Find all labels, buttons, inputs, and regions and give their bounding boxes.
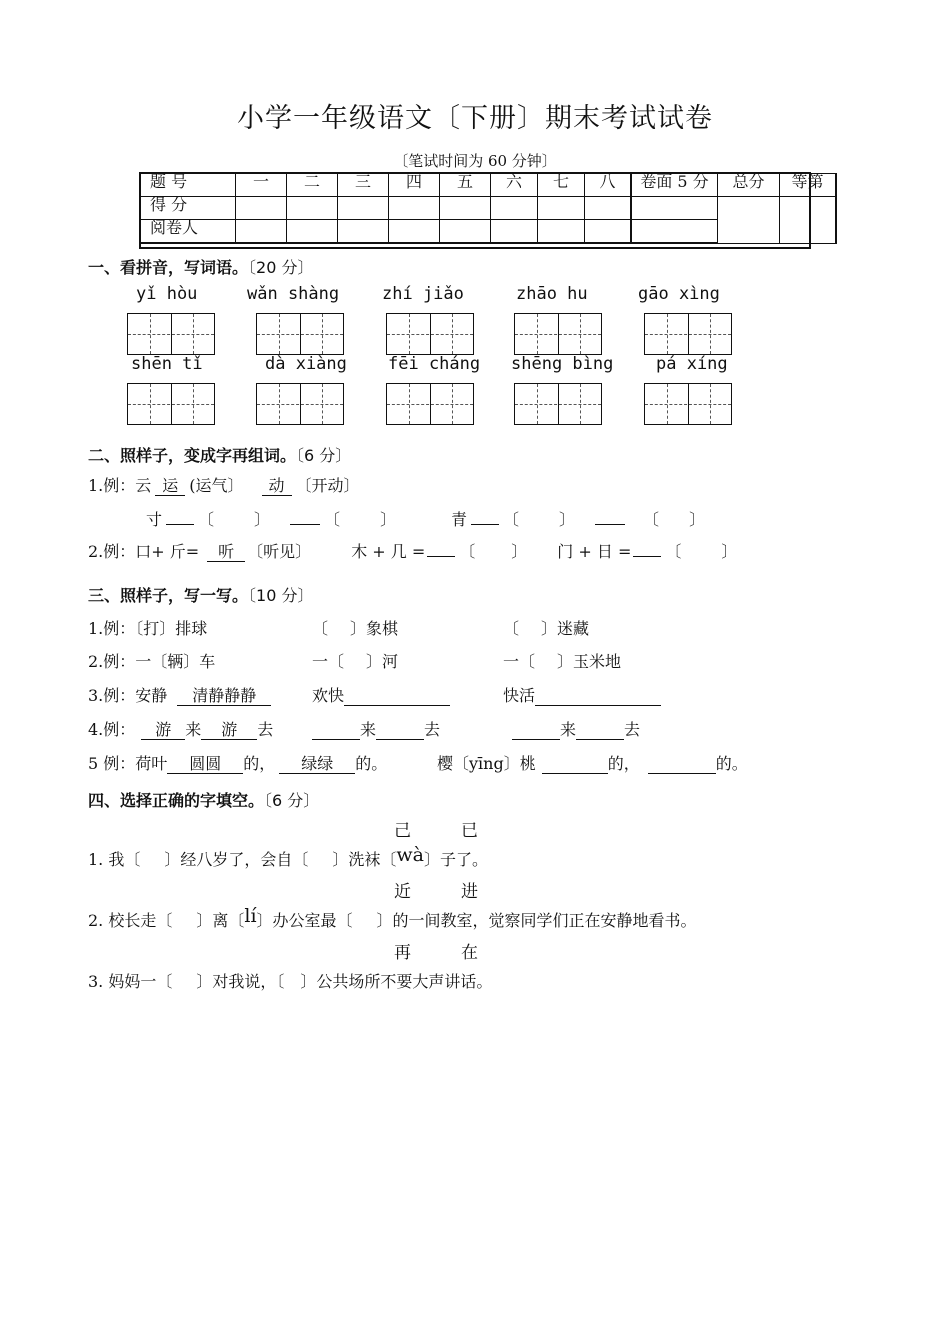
text: 〔 — [324, 510, 341, 529]
text: 〕办公室最〔 — [256, 911, 353, 930]
answer-blank: 绿绿 — [279, 755, 355, 774]
text: 3.例：安静 — [88, 686, 168, 705]
section-4-title: 四、选择正确的字填空。 — [88, 791, 265, 810]
reviewer-input-cell[interactable] — [389, 220, 440, 244]
pinyin-label: zhí jiǎo — [382, 284, 464, 304]
score-table — [139, 173, 837, 244]
text: 〕 — [689, 510, 706, 529]
s3-line-1-q1 — [312, 616, 398, 639]
text: 的。 — [355, 754, 388, 773]
text: 〔开动〕 — [295, 476, 360, 495]
score-cell: 四 — [389, 174, 440, 197]
pinyin-label: yǐ hòu — [136, 284, 198, 304]
text: 门 + 日 = — [557, 542, 632, 561]
answer-blank[interactable] — [290, 524, 320, 525]
section-4-points: 〔6 分〕 — [264, 791, 320, 810]
text: 木 + 几 = — [351, 542, 426, 561]
s3-line-3 — [88, 683, 271, 706]
answer-blank[interactable] — [595, 524, 625, 525]
text: 〕 — [511, 542, 528, 561]
text: 〕经八岁了，会自〔 — [164, 850, 309, 869]
s2-question-1 — [146, 507, 396, 530]
writing-grid[interactable] — [386, 313, 474, 355]
pinyin-label: wǎn shàng — [247, 284, 340, 304]
reviewer-input-cell[interactable] — [585, 220, 632, 244]
s3-line-2-q1 — [312, 649, 398, 672]
pinyin-label: fēi cháng — [388, 354, 481, 374]
section-3-heading — [88, 583, 313, 606]
text: 〔 — [503, 510, 520, 529]
text: 一〔 — [312, 652, 345, 671]
text: (运气〕 — [189, 476, 244, 495]
score-cell: 三 — [338, 174, 389, 197]
text: 来 — [560, 720, 577, 739]
text: 〔 — [312, 619, 329, 638]
choice-option: 己 — [394, 821, 411, 841]
reviewer-input-cell[interactable] — [338, 220, 389, 244]
text: 去 — [424, 720, 441, 739]
reviewer-input-cell[interactable] — [538, 220, 585, 244]
answer-blank: 圆圆 — [167, 755, 243, 774]
reviewer-input-cell[interactable] — [631, 220, 718, 244]
answer-blank[interactable] — [344, 687, 450, 706]
section-3-title: 三、照样子，写一写。 — [88, 586, 249, 605]
score-cell: 等第 — [780, 174, 837, 197]
score-input-cell[interactable] — [287, 197, 338, 220]
text: 去 — [624, 720, 641, 739]
choice-option: 进 — [461, 882, 478, 902]
exam-duration: 〔笔试时间为 60 分钟〕 — [393, 152, 557, 170]
answer-blank[interactable] — [512, 721, 560, 740]
text: 〕离〔 — [196, 911, 245, 930]
score-cell: 七 — [538, 174, 585, 197]
text: 〕洗袜〔 — [332, 850, 397, 869]
answer-blank[interactable] — [471, 524, 499, 525]
score-input-cell[interactable] — [538, 197, 585, 220]
text: 〕河 — [366, 652, 399, 671]
answer-blank[interactable] — [166, 524, 194, 525]
section-2-points: 〔6 分〕 — [296, 446, 352, 465]
text: 〕的一间教室，觉察同学们正在安静地看书。 — [376, 911, 697, 930]
text: 樱〔yīng〕桃 — [437, 754, 536, 773]
score-input-cell[interactable] — [440, 197, 491, 220]
text: 2. 校长走〔 — [88, 911, 173, 930]
score-cell: 二 — [287, 174, 338, 197]
text: 的。 — [715, 754, 748, 773]
answer-blank[interactable] — [633, 556, 661, 557]
writing-grid[interactable] — [644, 383, 732, 425]
writing-grid[interactable] — [127, 383, 215, 425]
text: 〕对我说，〔 — [196, 972, 285, 991]
pinyin-label: dà xiàng — [265, 354, 347, 374]
answer-blank: 听 — [207, 543, 245, 562]
answer-blank[interactable] — [427, 556, 455, 557]
score-input-cell[interactable] — [631, 197, 718, 220]
section-1-points: 〔20 分〕 — [248, 258, 314, 277]
text: 5 例：荷叶 — [88, 754, 168, 773]
answer-blank: 运 — [155, 477, 185, 496]
answer-blank[interactable] — [535, 687, 661, 706]
pinyin-label: shēn tǐ — [131, 354, 203, 374]
text: 〕玉米地 — [557, 652, 622, 671]
s3-line-2 — [88, 649, 215, 672]
s3-line-3-q2 — [503, 683, 661, 706]
text: 〔听见〕 — [247, 542, 312, 561]
grade-cell[interactable] — [780, 197, 837, 244]
text: 〕 — [559, 510, 576, 529]
text: 快活 — [503, 686, 536, 705]
text: 去 — [257, 720, 274, 739]
answer-blank[interactable] — [576, 721, 624, 740]
score-cell: 总分 — [718, 174, 780, 197]
page-title: 小学一年级语文〔下册〕期末考试试卷 — [237, 103, 713, 134]
section-2-title: 二、照样子，变成字再组词。 — [88, 446, 297, 465]
s2-question-2 — [451, 507, 705, 530]
pinyin-label: shēng bìng — [511, 354, 614, 374]
score-cell: 五 — [440, 174, 491, 197]
text: 〔 — [643, 510, 660, 529]
writing-grid[interactable] — [386, 383, 474, 425]
text: 〔 — [198, 510, 215, 529]
score-input-cell[interactable] — [338, 197, 389, 220]
s4-question-3 — [88, 969, 492, 992]
choice-option: 已 — [461, 821, 478, 841]
reviewer-input-cell[interactable] — [491, 220, 538, 244]
score-input-cell[interactable] — [389, 197, 440, 220]
section-4-heading — [88, 788, 319, 811]
s3-line-4 — [88, 717, 273, 740]
text: 〕迷藏 — [541, 619, 590, 638]
reviewer-input-cell[interactable] — [236, 220, 287, 244]
choice-option: 再 — [394, 943, 411, 963]
score-cell: 六 — [491, 174, 538, 197]
text: 一〔 — [503, 652, 536, 671]
answer-blank[interactable] — [648, 755, 716, 774]
text: 1.例：云 — [88, 476, 152, 495]
s2-example-1 — [88, 473, 360, 496]
text: 2.例：口+ 斤= — [88, 542, 200, 561]
text: 的， — [607, 754, 640, 773]
text: 欢快 — [312, 686, 345, 705]
section-1-heading — [88, 255, 313, 278]
writing-grid[interactable] — [514, 313, 602, 355]
s3-line-5 — [88, 751, 387, 774]
text: 1.例：〔打〕排球 — [88, 619, 208, 638]
score-input-cell[interactable] — [585, 197, 632, 220]
section-1-title: 一、看拼音，写词语。 — [88, 258, 249, 277]
answer-blank[interactable] — [542, 755, 608, 774]
section-3-points: 〔10 分〕 — [248, 586, 314, 605]
text: 1. 我〔 — [88, 850, 141, 869]
s3-line-4-q2 — [512, 717, 640, 740]
writing-grid[interactable] — [644, 313, 732, 355]
text: 〔 — [503, 619, 520, 638]
text: 4.例： — [88, 720, 136, 739]
pinyin-label: gāo xìng — [638, 284, 720, 304]
total-score-cell[interactable] — [718, 197, 780, 244]
s3-line-3-q1 — [312, 683, 450, 706]
text: 〔 — [459, 542, 476, 561]
text: 〕 — [254, 510, 271, 529]
answer-blank: 游 — [141, 721, 185, 740]
text: 青 — [451, 510, 468, 529]
score-table-header-row — [140, 174, 837, 197]
score-cell: 题 号 — [140, 174, 236, 197]
score-table-score-row — [140, 197, 837, 220]
pinyin-label: zhāo hu — [516, 284, 588, 304]
text: 〕 — [721, 542, 738, 561]
pinyin-label: pá xíng — [656, 354, 728, 374]
s3-line-4-q1 — [312, 717, 440, 740]
score-cell: 八 — [585, 174, 632, 197]
score-row-label: 得 分 — [140, 197, 236, 220]
text: 的， — [243, 754, 276, 773]
answer-blank[interactable] — [376, 721, 424, 740]
s2-example-2 — [88, 539, 737, 562]
pinyin-hint: wà — [396, 844, 424, 866]
text: 〔 — [665, 542, 682, 561]
text: 3. 妈妈一〔 — [88, 972, 173, 991]
writing-grid[interactable] — [514, 383, 602, 425]
pinyin-hint: lí — [244, 905, 257, 927]
s3-line-1 — [88, 616, 207, 639]
s4-question-1 — [88, 844, 488, 870]
reviewer-input-cell[interactable] — [287, 220, 338, 244]
s3-line-5-q — [437, 751, 748, 774]
text: 〕象棋 — [350, 619, 399, 638]
text: 〕子了。 — [423, 850, 488, 869]
text: 来 — [185, 720, 202, 739]
score-cell: 卷面 5 分 — [631, 174, 718, 197]
text: 〕 — [380, 510, 397, 529]
s3-line-2-q2 — [503, 649, 621, 672]
answer-blank: 清静静静 — [177, 687, 271, 706]
text: 来 — [360, 720, 377, 739]
text: 〕公共场所不要大声讲话。 — [300, 972, 493, 991]
answer-blank: 游 — [201, 721, 257, 740]
s3-line-1-q2 — [503, 616, 589, 639]
section-2-heading — [88, 443, 351, 466]
text: 2.例：一〔辆〕车 — [88, 652, 216, 671]
score-input-cell[interactable] — [236, 197, 287, 220]
answer-blank[interactable] — [312, 721, 360, 740]
writing-grid[interactable] — [256, 313, 344, 355]
score-cell: 一 — [236, 174, 287, 197]
writing-grid[interactable] — [256, 383, 344, 425]
choice-option: 近 — [394, 882, 411, 902]
reviewer-input-cell[interactable] — [440, 220, 491, 244]
reviewer-row-label: 阅卷人 — [140, 220, 236, 244]
score-input-cell[interactable] — [491, 197, 538, 220]
choice-option: 在 — [461, 943, 478, 963]
writing-grid[interactable] — [127, 313, 215, 355]
answer-blank: 动 — [262, 477, 292, 496]
text: 寸 — [146, 510, 163, 529]
s4-question-2 — [88, 905, 697, 931]
